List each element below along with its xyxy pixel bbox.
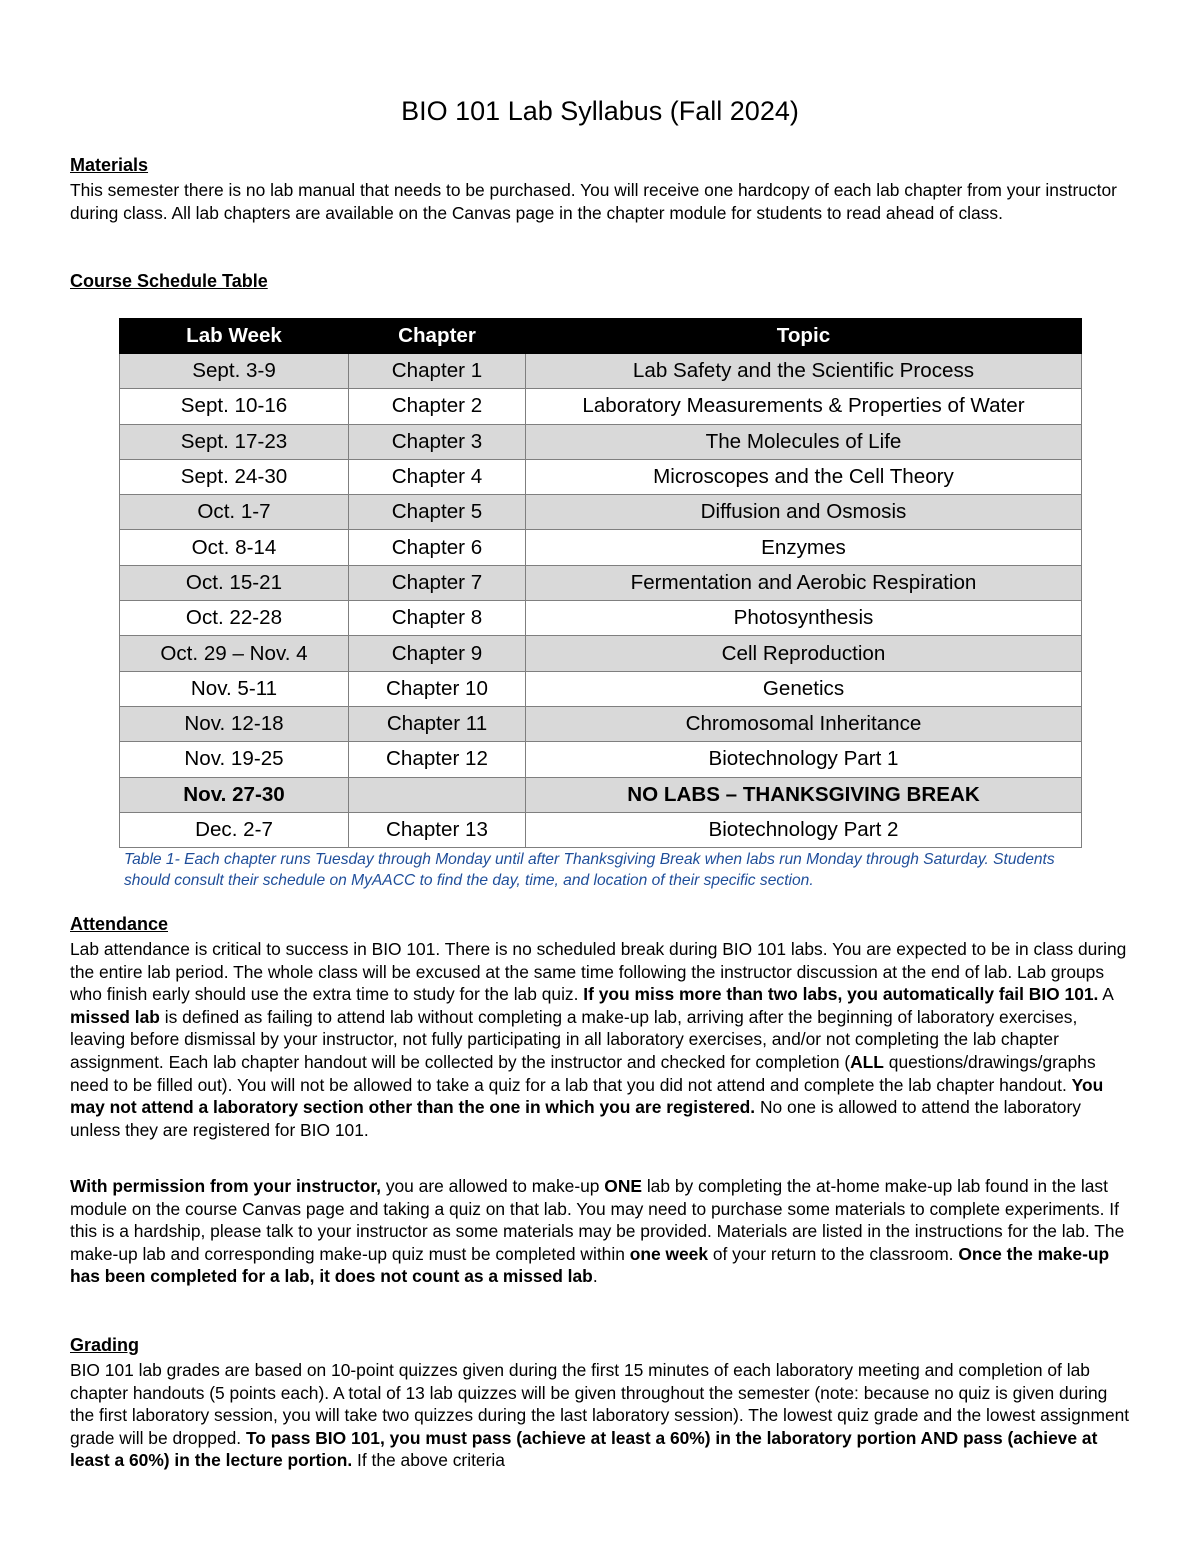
- attendance-paragraph-2: [70, 1175, 1132, 1288]
- bold-run: You may not attend a laboratory section other than the one in which you are registered.: [70, 1074, 1104, 1118]
- table-row: [120, 389, 1082, 424]
- week-cell: Oct. 8-14: [120, 530, 349, 565]
- grading-paragraph: [70, 1359, 1132, 1472]
- chapter-cell: Chapter 2: [349, 389, 526, 424]
- topic-cell: Laboratory Measurements & Properties of Water: [526, 389, 1082, 424]
- grading-heading: Grading: [70, 1335, 140, 1355]
- table-row: [120, 601, 1082, 636]
- attendance-heading: Attendance: [70, 914, 169, 934]
- table-row: [120, 742, 1082, 777]
- schedule-heading: Course Schedule Table: [70, 271, 268, 291]
- table-row: [120, 636, 1082, 671]
- week-cell: Oct. 29 – Nov. 4: [120, 636, 349, 671]
- attendance-paragraph-1: [70, 938, 1132, 1141]
- text-run: you are allowed to make-up: [380, 1176, 605, 1196]
- chapter-cell: Chapter 1: [349, 354, 526, 389]
- bold-run: If you miss more than two labs, you automatically fail BIO 101.: [583, 984, 1099, 1005]
- table-row: [120, 354, 1082, 389]
- table-row: [120, 565, 1082, 600]
- table-row-break: [120, 777, 1082, 812]
- text-run: is defined as failing to attend lab without completing a make-up lab, arriving after the beginning of laboratory exercises, leaving before dismissal by your instructor, not fully participating in all laboratory exercises, and/or not completing the lab chapter assignment. Each lab chapter handout will be collected by the instructor and checked for completion (: [70, 1006, 1078, 1072]
- topic-cell: Biotechnology Part 1: [526, 742, 1082, 777]
- topic-cell: Diffusion and Osmosis: [526, 495, 1082, 530]
- topic-cell: The Molecules of Life: [526, 424, 1082, 459]
- chapter-cell: Chapter 9: [349, 636, 526, 671]
- chapter-cell: Chapter 13: [349, 812, 526, 847]
- page-title: BIO 101 Lab Syllabus (Fall 2024): [401, 96, 799, 126]
- text-run: A: [1098, 984, 1113, 1005]
- topic-cell: Photosynthesis: [526, 601, 1082, 636]
- week-cell: Nov. 12-18: [120, 706, 349, 741]
- table-caption: Table 1- Each chapter runs Tuesday through Monday until after Thanksgiving Break when labs run Monday through Saturday. Students should consult their schedule on MyAACC to find the day, time, and location of their specific section.: [124, 851, 1055, 889]
- table-header-row: [120, 319, 1082, 354]
- week-cell: Oct. 15-21: [120, 565, 349, 600]
- week-cell: Nov. 5-11: [120, 671, 349, 706]
- table-row: [120, 812, 1082, 847]
- week-cell: Sept. 3-9: [120, 354, 349, 389]
- week-cell: Sept. 24-30: [120, 459, 349, 494]
- week-cell: Nov. 27-30: [120, 777, 349, 812]
- text-run: questions/drawings/graphs need to be filled out). You will not be allowed to take a quiz for a lab that you did not attend and complete the lab chapter handout.: [70, 1051, 1096, 1095]
- chapter-cell: Chapter 4: [349, 459, 526, 494]
- week-cell: Oct. 1-7: [120, 495, 349, 530]
- chapter-cell: Chapter 12: [349, 742, 526, 777]
- topic-cell: NO LABS – THANKSGIVING BREAK: [526, 777, 1082, 812]
- chapter-cell: Chapter 5: [349, 495, 526, 530]
- text-run: lab by completing the at-home make-up lab found in the last module on the course Canvas page and taking a quiz on that lab. You may need to purchase some materials to complete experiments. If this is a hardship, please talk to your instructor as some materials may be provided. Materials are listed in the instructions for the lab. The make-up lab and corresponding make-up quiz must be completed within: [70, 1176, 1125, 1264]
- header-lab-week: Lab Week: [120, 319, 349, 354]
- bold-run: ONE: [604, 1176, 642, 1196]
- table-row: [120, 459, 1082, 494]
- bold-run: missed lab: [70, 1006, 160, 1027]
- topic-cell: Chromosomal Inheritance: [526, 706, 1082, 741]
- week-cell: Nov. 19-25: [120, 742, 349, 777]
- table-row: [120, 530, 1082, 565]
- text-run: .: [592, 1266, 598, 1287]
- header-chapter: Chapter: [349, 319, 526, 354]
- text-run: If the above criteria: [352, 1450, 505, 1471]
- text-run: No one is allowed to attend the laboratory unless they are registered for BIO 101.: [70, 1097, 1081, 1140]
- text-run: Lab attendance is critical to success in BIO 101. There is no scheduled break during BIO 101 labs. You are expected to be in class during the entire lab period. The whole class will be excused at the same time following the instructor discussion at the end of lab. Lab groups who finish early should use the extra time to study for the lab quiz.: [70, 939, 1127, 1005]
- week-cell: Sept. 10-16: [120, 389, 349, 424]
- table-row: [120, 706, 1082, 741]
- chapter-cell: Chapter 7: [349, 565, 526, 600]
- topic-cell: Biotechnology Part 2: [526, 812, 1082, 847]
- bold-run: To pass BIO 101, you must pass (achieve at least a 60%) in the laboratory portion AND pass (achieve at least a 60%) in the lecture portion.: [70, 1427, 1098, 1471]
- chapter-cell: Chapter 8: [349, 601, 526, 636]
- course-schedule-table: [119, 318, 1082, 848]
- topic-cell: Lab Safety and the Scientific Process: [526, 354, 1082, 389]
- materials-heading: Materials: [70, 155, 149, 175]
- topic-cell: Cell Reproduction: [526, 636, 1082, 671]
- topic-cell: Genetics: [526, 671, 1082, 706]
- chapter-cell: Chapter 10: [349, 671, 526, 706]
- bold-run: With permission from your instructor,: [70, 1176, 381, 1196]
- topic-cell: Enzymes: [526, 530, 1082, 565]
- week-cell: Dec. 2-7: [120, 812, 349, 847]
- materials-paragraph: This semester there is no lab manual that needs to be purchased. You will receive one hardcopy of each lab chapter from your instructor during class. All lab chapters are available on the Canvas page in the chapter module for students to read ahead of class.: [70, 180, 1117, 223]
- chapter-cell: Chapter 11: [349, 706, 526, 741]
- topic-cell: Microscopes and the Cell Theory: [526, 459, 1082, 494]
- week-cell: Sept. 17-23: [120, 424, 349, 459]
- week-cell: Oct. 22-28: [120, 601, 349, 636]
- text-run: BIO 101 lab grades are based on 10-point quizzes given during the first 15 minutes of each laboratory meeting and completion of lab chapter handouts (5 points each). A total of 13 lab quizzes will be given throughout the semester (note: because no quiz is given during the first laboratory session, you will take two quizzes during the last laboratory session). The lowest quiz grade and the lowest assignment grade will be dropped.: [70, 1360, 1130, 1448]
- chapter-cell: Chapter 6: [349, 530, 526, 565]
- table-row: [120, 495, 1082, 530]
- bold-run: one week: [629, 1243, 708, 1264]
- chapter-cell: [349, 777, 526, 812]
- table-row: [120, 424, 1082, 459]
- bold-run: Once the make-up has been completed for a lab, it does not count as a missed lab: [70, 1243, 1110, 1287]
- bold-run: ALL: [850, 1051, 884, 1072]
- text-run: of your return to the classroom.: [708, 1243, 959, 1264]
- table-row: [120, 671, 1082, 706]
- chapter-cell: Chapter 3: [349, 424, 526, 459]
- topic-cell: Fermentation and Aerobic Respiration: [526, 565, 1082, 600]
- header-topic: Topic: [526, 319, 1082, 354]
